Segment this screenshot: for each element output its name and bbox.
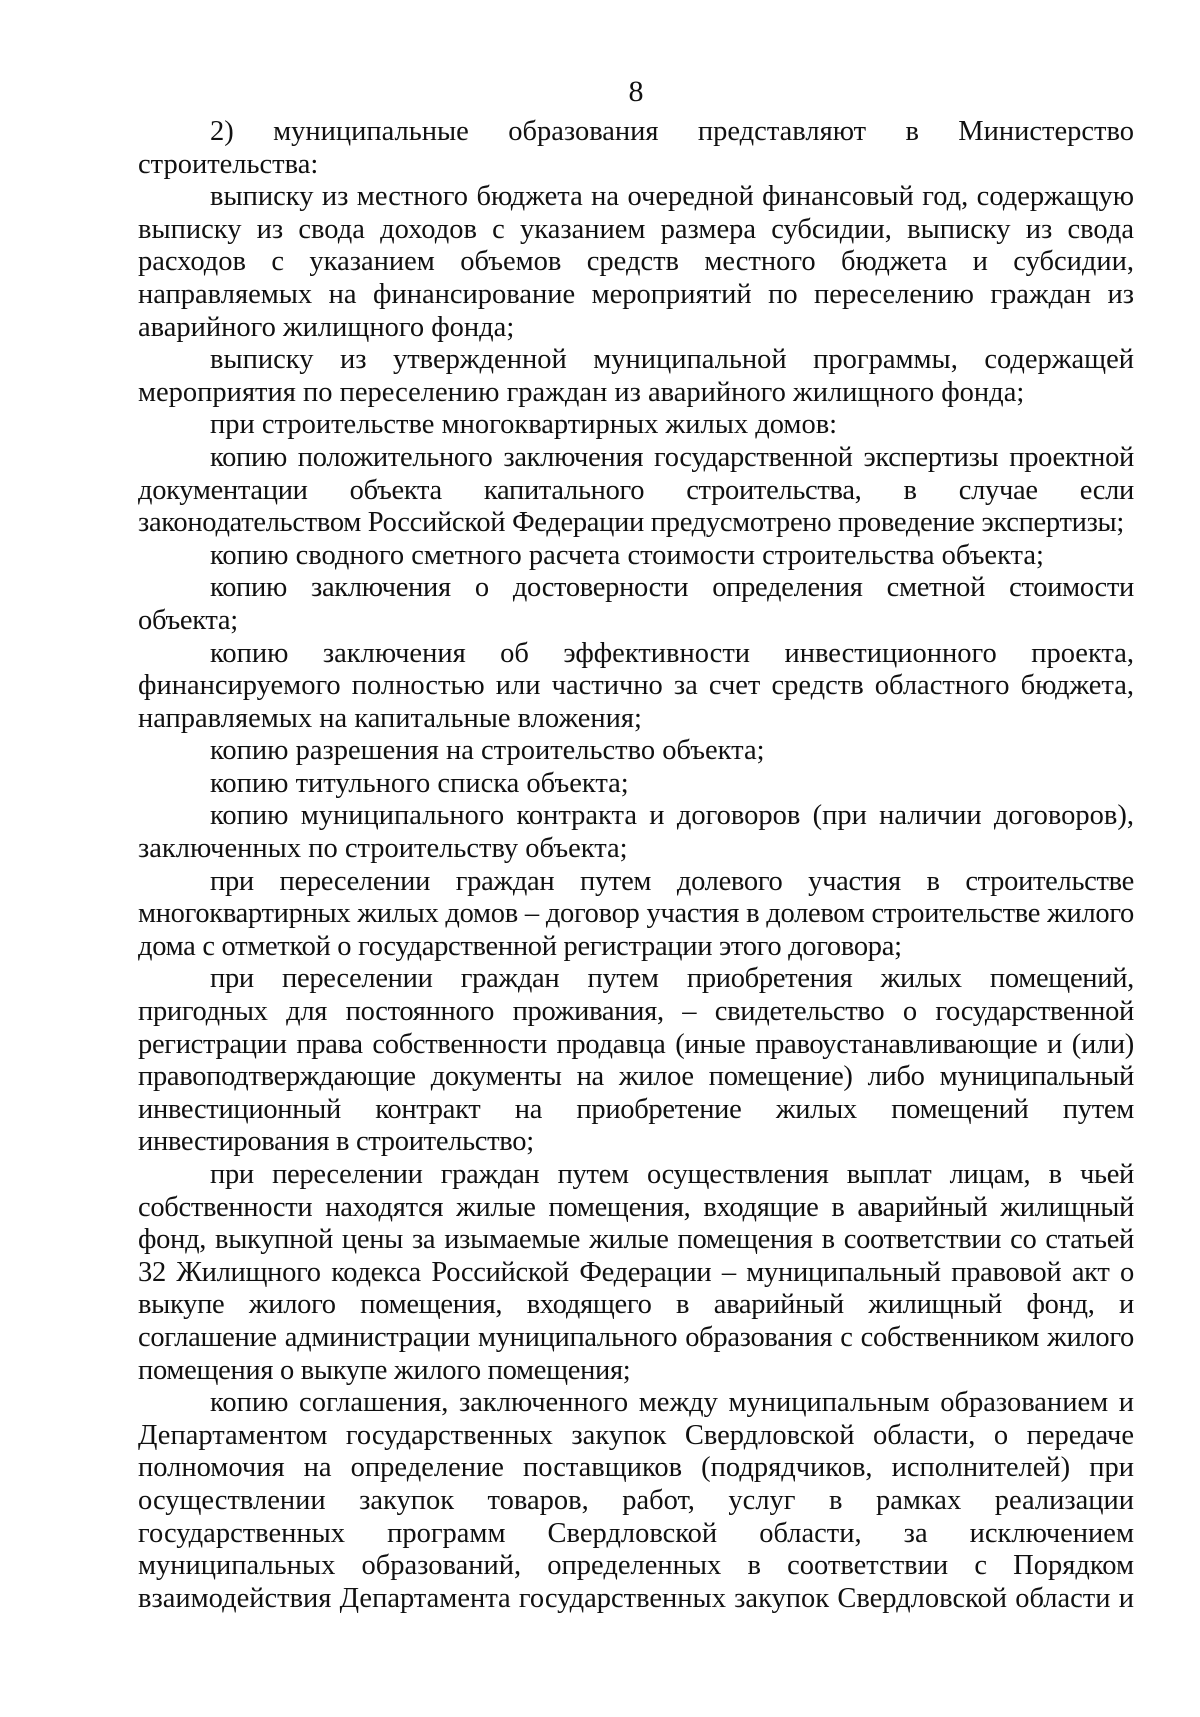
paragraph-title-list-copy: копию титульного списка объекта; [210, 767, 629, 799]
paragraph-program-extract: выписку из утвержденной муниципальной программы, содержащей мероприятия по переселению граждан из аварийного жилищного фонда; [138, 344, 1134, 408]
paragraph-procurement-agreement: копию соглашения, заключенного между муниципальным образованием и Департаментом государственных закупок Свердловской области, о передаче полномочия на определение поставщиков (подрядчиков, исполнителей) при осуществлении закупок товаров, работ, услуг в рамках реализации государственных программ Свердловской области, за исключением муниципальных образований, определенных в соответствии с Порядком взаимодействия Департамента государственных закупок Свердловской области и [138, 1387, 1134, 1614]
document-body [138, 116, 1134, 1615]
paragraph-shared-construction: при переселении граждан путем долевого участия в строительстве многоквартирных жилых домов – договор участия в долевом строительстве жилого дома с отметкой о государственной регистрации этого договора; [138, 865, 1134, 962]
paragraph-budget-extract: выписку из местного бюджета на очередной финансовый год, содержащую выписку из свода доходов с указанием размера субсидии, выписку из свода расходов с указанием объемов средств местного бюджета и субсидии, направляемых на финансирование мероприятий по переселению граждан из аварийного жилищного фонда; [138, 181, 1134, 343]
paragraph-purchase-premises: при переселении граждан путем приобретения жилых помещений, пригодных для постоянного проживания, – свидетельство о государственной регистрации права собственности продавца (иные правоустанавливающие и (или) правоподтверждающие документы на жилое помещение) либо муниципальный инвестиционный контракт на приобретение жилых помещений путем инвестирования в строительство; [138, 963, 1134, 1158]
paragraph-efficiency-copy: копию заключения об эффективности инвестиционного проекта, финансируемого полностью или частично за счет средств областного бюджета, направляемых на капитальные вложения; [138, 637, 1134, 734]
paragraph-buyout-payments: при переселении граждан путем осуществления выплат лицам, в чьей собственности находятся жилые помещения, входящие в аварийный жилищный фонд, выкупной цены за изымаемые жилые помещения в соответствии со статьей 32 Жилищного кодекса Российской Федерации – муниципальный правовой акт о выкупе жилого помещения, входящего в аварийный жилищный фонд, и соглашение администрации муниципального образования с собственником жилого помещения о выкупе жилого помещения; [138, 1159, 1134, 1386]
paragraph-construction-heading: при строительстве многоквартирных жилых домов: [210, 409, 838, 441]
paragraph-reliability-copy: копию заключения о достоверности определения сметной стоимости объекта; [138, 572, 1134, 636]
paragraph-permit-copy: копию разрешения на строительство объекта; [210, 735, 765, 767]
paragraph-contract-copy: копию муниципального контракта и договоров (при наличии договоров), заключенных по строительству объекта; [138, 800, 1134, 865]
paragraph-expertise-copy: копию положительного заключения государственной экспертизы проектной документации объекта капитального строительства, в случае если законодательством Российской Федерации предусмотрено проведение экспертизы; [138, 441, 1134, 539]
paragraph-municipal-submit: 2) муниципальные образования представляют в Министерство строительства: [138, 116, 1134, 180]
paragraph-estimate-copy: копию сводного сметного расчета стоимости строительства объекта; [210, 539, 1044, 571]
page-number: 8 [628, 75, 644, 108]
